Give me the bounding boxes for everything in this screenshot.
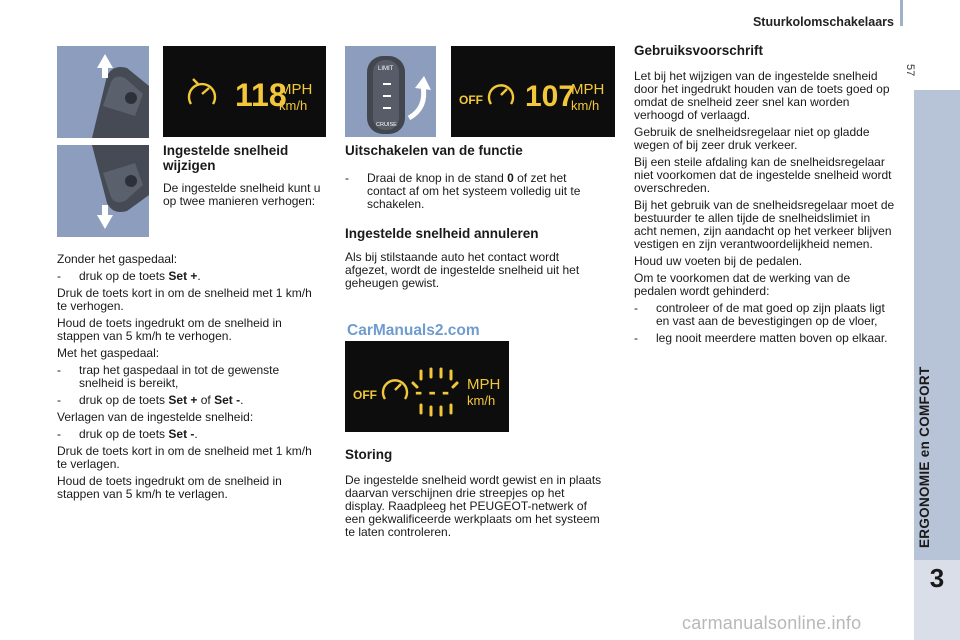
paragraph: Bij het gebruik van de snelheidsregelaar moet de bestuurder te allen tijde de snelheidslimiet in acht nemen, zijn aandacht op het verkeer blijven vestigen en zijn verantwoordelijkheid nemen.: [634, 198, 895, 251]
list-item: - druk op de toets Set +.: [57, 269, 201, 283]
display-off-label: OFF: [459, 93, 483, 107]
site-watermark: CarManuals2.com: [347, 322, 480, 339]
display-unit-mph: MPH: [467, 376, 501, 393]
section-title-fault: Storing: [345, 447, 393, 462]
section-title-instructions: Gebruiksvoorschrift: [634, 43, 764, 58]
paragraph-intro: De ingestelde snelheid kunt u op twee manieren verhogen:: [163, 181, 321, 208]
column-3-body: [634, 70, 896, 349]
display-off-speed: [451, 46, 615, 137]
paragraph: Let bij het wijzigen van de ingestelde snelheid door het ingedrukt houden van de toets goed op omdat de snelheid zeer snel kan worden verhoogd of verlaagd.: [634, 69, 890, 122]
header-divider: [900, 0, 903, 26]
list-item: - druk op de toets Set -.: [57, 427, 198, 441]
display-off-label: OFF: [353, 388, 377, 402]
list-item: - trap het gaspedaal in tot de gewenste snelheid is bereikt,: [57, 363, 280, 390]
list-item: - druk op de toets Set + of Set -.: [57, 393, 244, 407]
display-fault: [345, 341, 509, 432]
stalk-knob-illustration: [345, 46, 436, 137]
cruise-speedometer-icon: [383, 380, 407, 399]
display-unit-kmh: km/h: [279, 98, 308, 113]
section-title-cancel: Ingestelde snelheid annuleren: [345, 226, 539, 241]
list-item: - controleer of de mat goed op zijn plaats ligt en vast aan de bevestigingen op de vloer,: [634, 301, 885, 328]
section-title-disable: Uitschakelen van de functie: [345, 143, 523, 158]
chapter-title: ERGONOMIE en COMFORT: [917, 366, 932, 548]
section-title-change-speed: Ingestelde snelheid wijzigen: [163, 143, 289, 173]
display-set-speed: [163, 46, 326, 137]
cruise-speedometer-icon: [489, 85, 513, 104]
stalk-knob-photo: [345, 46, 436, 137]
stalk-set-plus-photo: [57, 46, 149, 138]
paragraph: Druk de toets kort in om de snelheid met 1 km/h te verhogen.: [57, 286, 312, 313]
display-dashes: - - -: [415, 379, 450, 404]
paragraph-cancel: Als bij stilstaande auto het contact wordt afgezet, wordt de ingestelde snelheid uit het geheugen gewist.: [345, 250, 580, 290]
paragraph: Zonder het gaspedaal:: [57, 252, 178, 266]
stalk-limit-label: LIMIT: [378, 66, 394, 72]
display-unit-kmh: km/h: [571, 98, 600, 113]
stalk-set-minus-photo: [57, 145, 149, 237]
paragraph-fault: De ingestelde snelheid wordt gewist en in plaats daarvan verschijnen drie streepjes op het display. Raadpleeg het PEUGEOT-netwerk of een gekwalificeerde werkplaats om het systeem te laten controleren.: [345, 473, 602, 539]
paragraph: Gebruik de snelheidsregelaar niet op gladde wegen of bij zeer druk verkeer.: [634, 125, 870, 152]
display-speed-value: 107: [525, 80, 576, 113]
running-header: Stuurkolomschakelaars: [752, 15, 894, 29]
stalk-set-minus-illustration: [57, 145, 149, 237]
column-2-disable: [345, 172, 605, 215]
page-number: 57: [904, 64, 916, 77]
footer-watermark: carmanualsonline.info: [682, 613, 862, 633]
display-speed-value: 118: [235, 77, 287, 113]
paragraph: Houd de toets ingedrukt om de snelheid in stappen van 5 km/h te verhogen.: [57, 316, 282, 343]
paragraph: Om te voorkomen dat de werking van de pedalen wordt gehinderd:: [634, 271, 851, 298]
cruise-speedometer-icon: [189, 79, 215, 104]
paragraph: Druk de toets kort in om de snelheid met 1 km/h te verlagen.: [57, 444, 312, 471]
list-item: - Draai de knop in de stand 0 of zet het contact af om het systeem volledig uit te schakelen.: [345, 171, 581, 211]
list-item: - leg nooit meerdere matten boven op elkaar.: [634, 331, 888, 345]
chapter-number: 3: [929, 563, 945, 593]
display-unit-mph: MPH: [571, 81, 605, 98]
paragraph: Met het gaspedaal:: [57, 346, 160, 360]
chapter-sidebar: [914, 90, 960, 640]
column-1-body: [57, 253, 317, 505]
paragraph: Houd uw voeten bij de pedalen.: [634, 254, 803, 268]
paragraph: Verlagen van de ingestelde snelheid:: [57, 410, 254, 424]
display-unit-kmh: km/h: [467, 393, 496, 408]
stalk-set-plus-illustration: [57, 46, 149, 138]
paragraph: Houd de toets ingedrukt om de snelheid in stappen van 5 km/h te verlagen.: [57, 474, 282, 501]
stalk-cruise-label: CRUISE: [376, 122, 397, 128]
display-unit-mph: MPH: [279, 81, 313, 98]
paragraph: Bij een steile afdaling kan de snelheidsregelaar niet voorkomen dat de ingestelde snelheid wordt overschreden.: [634, 155, 892, 195]
